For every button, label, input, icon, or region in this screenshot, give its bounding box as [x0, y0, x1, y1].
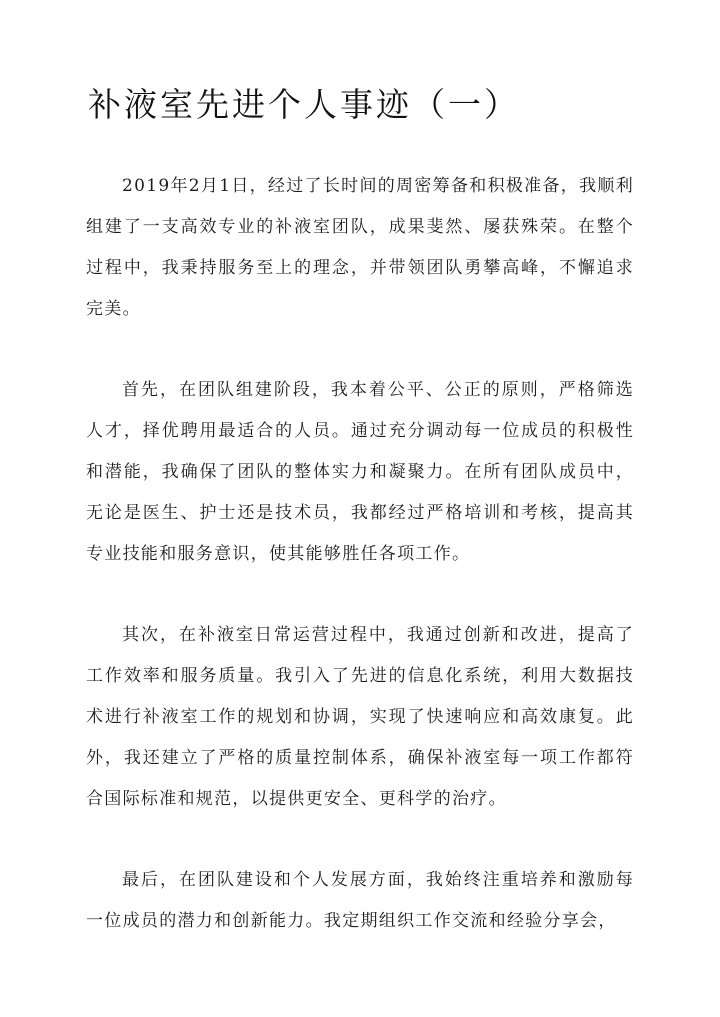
document-body	[86, 166, 634, 942]
paragraph-3: 其次，在补液室日常运营过程中，我通过创新和改进，提高了工作效率和服务质量。我引入了先进的信息化系统，利用大数据技术进行补液室工作的规划和协调，实现了快速响应和高效康复。此外，我还建立了严格的质量控制体系，确保补液室每一项工作都符合国际标准和规范，以提供更安全、更科学的治疗。	[86, 625, 634, 809]
document-title: 补液室先进个人事迹（一）	[88, 85, 520, 124]
paragraph-2: 首先，在团队组建阶段，我本着公平、公正的原则，严格筛选人才，择优聘用最适合的人员。通过充分调动每一位成员的积极性和潜能，我确保了团队的整体实力和凝聚力。在所有团队成员中，无论是医生、护士还是技术员，我都经过严格培训和考核，提高其专业技能和服务意识，使其能够胜任各项工作。	[86, 380, 634, 564]
paragraph-1: 2019年2月1日，经过了长时间的周密筹备和积极准备，我顺利组建了一支高效专业的补液室团队，成果斐然、屡获殊荣。在整个过程中，我秉持服务至上的理念，并带领团队勇攀高峰，不懈追求完美。	[86, 176, 634, 319]
paragraph-4: 最后，在团队建设和个人发展方面，我始终注重培养和激励每一位成员的潜力和创新能力。我定期组织工作交流和经验分享会，	[86, 870, 634, 931]
